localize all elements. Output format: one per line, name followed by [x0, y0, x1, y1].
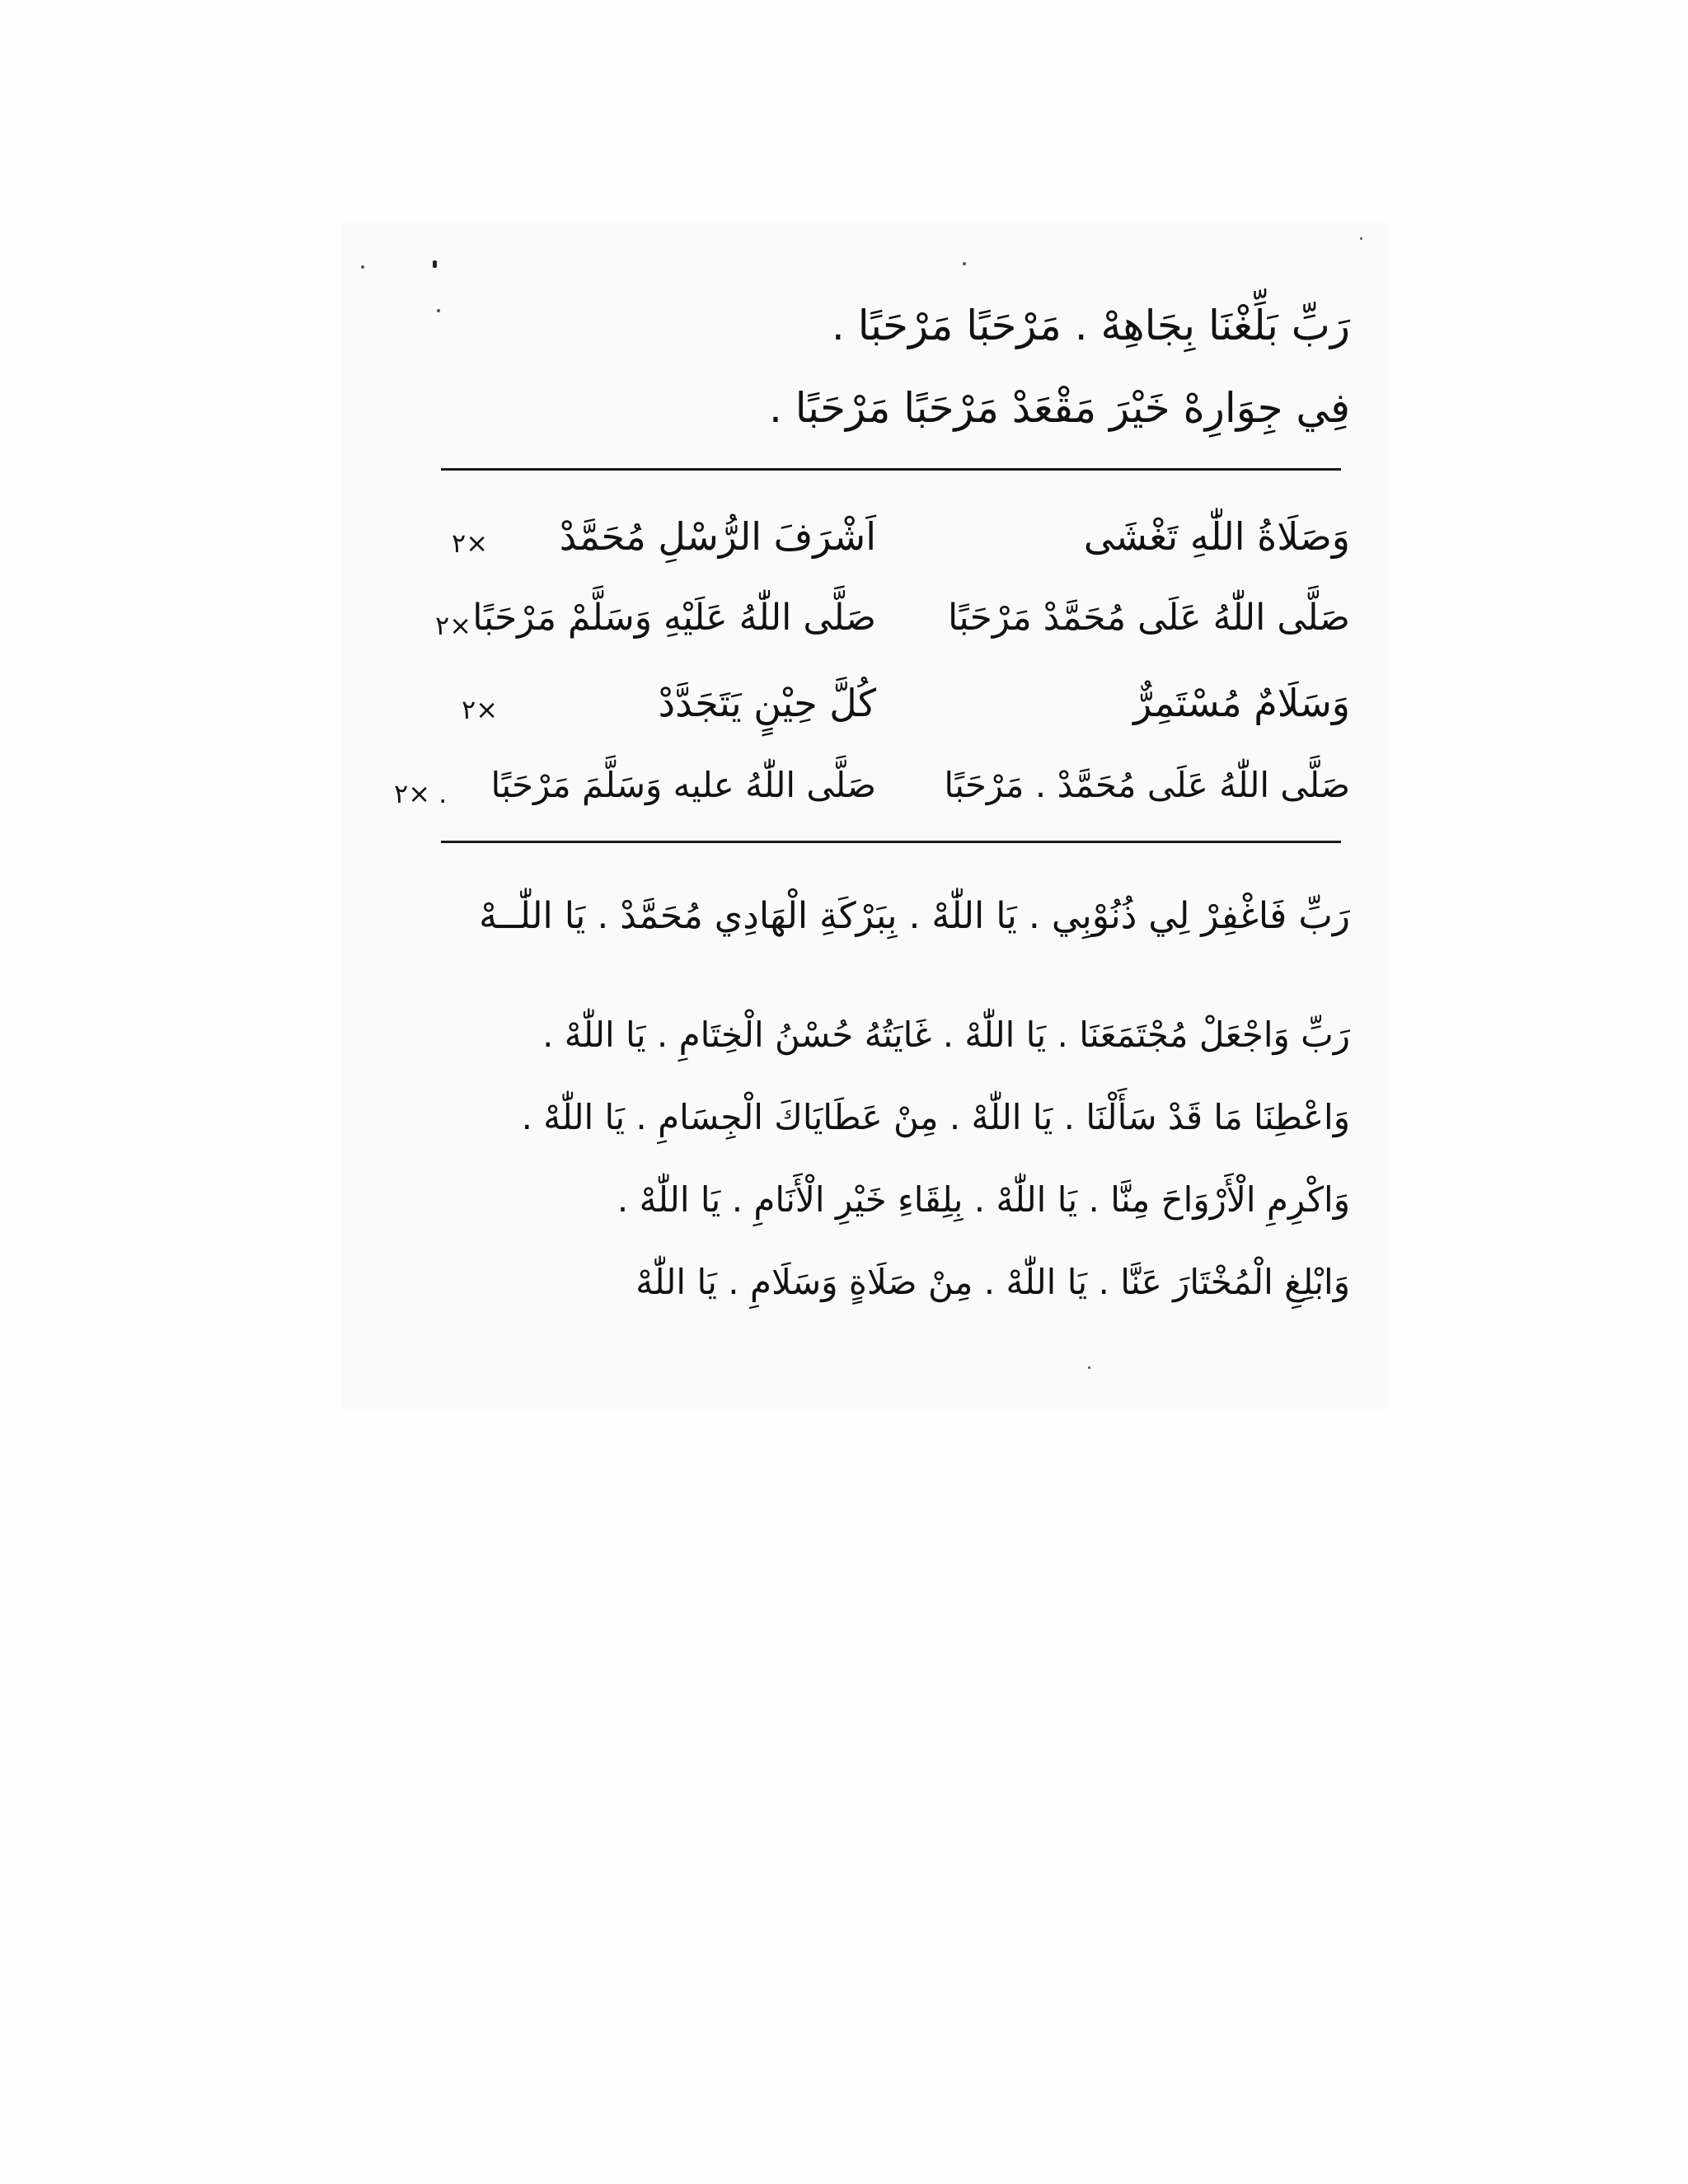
closing-line-4: وَابْلِغِ الْمُخْتَارَ عَنَّا . يَا اللّٰهْ . مِنْ صَلَاةٍ وَسَلَامِ . يَا اللّٰهْ [635, 1262, 1350, 1302]
couplet-3-repeat: ٢× [462, 694, 498, 725]
couplet-1-repeat: ٢× [452, 527, 488, 559]
closing-line-1: رَبِّ وَاجْعَلْ مُجْتَمَعَنَا . يَا اللّٰهْ . غَايَتُهُ حُسْنُ الْخِتَامِ . يَا اللّٰهْ . [542, 1015, 1350, 1055]
divider-top [441, 468, 1341, 471]
intro-line-2: فِي جِوَارِهْ خَيْرَ مَقْعَدْ مَرْحَبًا مَرْحَبًا . [768, 384, 1350, 432]
supplication-line: رَبِّ فَاغْفِرْ لِي ذُنُوْبِي . يَا اللّٰهْ . بِبَرْكَةِ الْهَادِي مُحَمَّدْ . يَا اللّٰــهْ [479, 895, 1350, 937]
scan-speck [437, 309, 440, 312]
couplet-2-repeat: ٢× [435, 610, 471, 641]
scan-speck [1088, 1366, 1090, 1369]
intro-line-1: رَبِّ بَلِّغْنَا بِجَاهِهْ . مَرْحَبًا مَرْحَبًا . [831, 302, 1350, 349]
scan-speck [963, 262, 966, 265]
closing-line-2: وَاعْطِنَا مَا قَدْ سَأَلْنَا . يَا اللّٰهْ . مِنْ عَطَايَاكَ الْجِسَامِ . يَا اللّٰهْ . [521, 1097, 1350, 1137]
couplet-3-right: وَسَلَامٌ مُسْتَمِرٌّ [1133, 681, 1350, 725]
couplet-4-repeat: ٢× . [394, 778, 448, 809]
scan-speck [1360, 237, 1362, 240]
divider-bottom [441, 841, 1341, 843]
couplet-3-left: كُلَّ حِيْنٍ يَتَجَدَّدْ [658, 681, 876, 725]
couplet-1-left: اَشْرَفَ الرُّسْلِ مُحَمَّدْ [559, 514, 876, 559]
couplet-2-right: صَلَّى اللّٰهُ عَلَى مُحَمَّدْ مَرْحَبًا [947, 597, 1350, 639]
couplet-4-left: صَلَّى اللّٰهُ عليه وَسَلَّمَ مَرْحَبًا [490, 765, 876, 805]
closing-line-3: وَاكْرِمِ الْأَرْوَاحَ مِنَّا . يَا اللّٰهْ . بِلِقَاءِ خَيْرِ الْأَنَامِ . يَا اللّٰهْ . [617, 1179, 1350, 1220]
scan-speck [433, 260, 437, 268]
scan-speck [361, 265, 364, 269]
couplet-1-right: وَصَلَاةُ اللّٰهِ تَغْشَى [1083, 514, 1350, 559]
couplet-2-left: صَلَّى اللّٰهُ عَلَيْهِ وَسَلَّمْ مَرْحَبًا [472, 597, 876, 639]
couplet-4-right: صَلَّى اللّٰهُ عَلَى مُحَمَّدْ . مَرْحَبًا [944, 765, 1350, 805]
